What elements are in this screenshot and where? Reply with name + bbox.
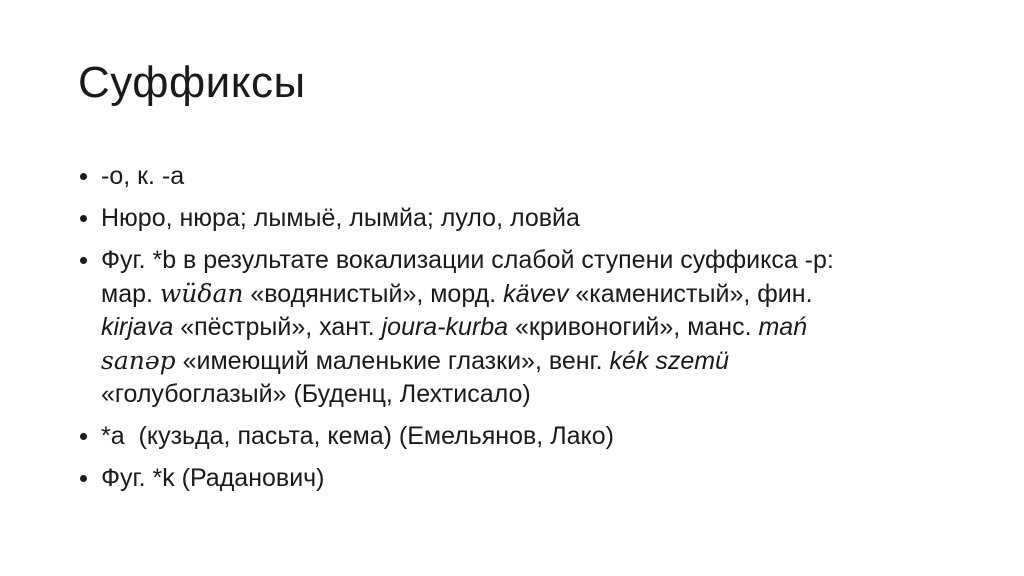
slide-title: Суффиксы bbox=[78, 58, 306, 107]
text-run: «голубоглазый» (Буденц, Лехтисало) bbox=[101, 380, 531, 408]
foreign-term: sanəp bbox=[101, 346, 176, 375]
text-run: «кривоногий», манс. bbox=[508, 313, 759, 341]
bullet-icon bbox=[80, 215, 87, 222]
text-run: Фуг. *b в результате вокализации слабой ступени суффикса -p: bbox=[101, 246, 834, 274]
text-run: «пёстрый», хант. bbox=[173, 313, 382, 341]
foreign-term: joura-kurba bbox=[381, 313, 509, 341]
foreign-term: kék szemü bbox=[609, 347, 729, 375]
foreign-term: kävev bbox=[503, 280, 569, 308]
text-run: «водянистый», морд. bbox=[243, 280, 504, 308]
text-run: «каменистый», фин. bbox=[568, 280, 813, 308]
bullet-text bbox=[101, 160, 184, 193]
list-item bbox=[78, 244, 946, 411]
list-item bbox=[78, 160, 946, 193]
text-run: -о, к. -а bbox=[101, 162, 185, 190]
bullet-text bbox=[101, 244, 834, 411]
foreign-term: mań bbox=[758, 313, 808, 341]
text-run: Фуг. *k (Раданович) bbox=[101, 464, 325, 492]
list-item bbox=[78, 420, 946, 453]
list-item bbox=[78, 202, 946, 235]
bullet-text bbox=[101, 462, 325, 495]
foreign-term: kirjava bbox=[101, 313, 174, 341]
bullet-text bbox=[101, 202, 580, 235]
text-line bbox=[101, 244, 834, 277]
text-run: мар. bbox=[101, 280, 160, 308]
text-line bbox=[101, 160, 184, 193]
bullet-icon bbox=[80, 257, 87, 264]
text-run: «имеющий маленькие глазки», венг. bbox=[175, 347, 610, 375]
foreign-term: wüδan bbox=[159, 279, 244, 308]
text-line bbox=[101, 462, 325, 495]
text-run: *а (кузьда, пасьта, кема) (Емельянов, Лако) bbox=[101, 422, 614, 450]
text-run: Нюро, нюра; лымыё, лымйа; луло, ловйа bbox=[101, 204, 580, 232]
bullet-icon bbox=[80, 475, 87, 482]
bullet-list bbox=[78, 160, 946, 504]
text-line bbox=[101, 311, 834, 344]
bullet-icon bbox=[80, 173, 87, 180]
text-line bbox=[101, 202, 580, 235]
text-line bbox=[101, 344, 834, 378]
bullet-icon bbox=[80, 433, 87, 440]
text-line bbox=[101, 277, 834, 311]
text-line bbox=[101, 378, 834, 411]
text-line bbox=[101, 420, 614, 453]
bullet-text bbox=[101, 420, 614, 453]
list-item bbox=[78, 462, 946, 495]
